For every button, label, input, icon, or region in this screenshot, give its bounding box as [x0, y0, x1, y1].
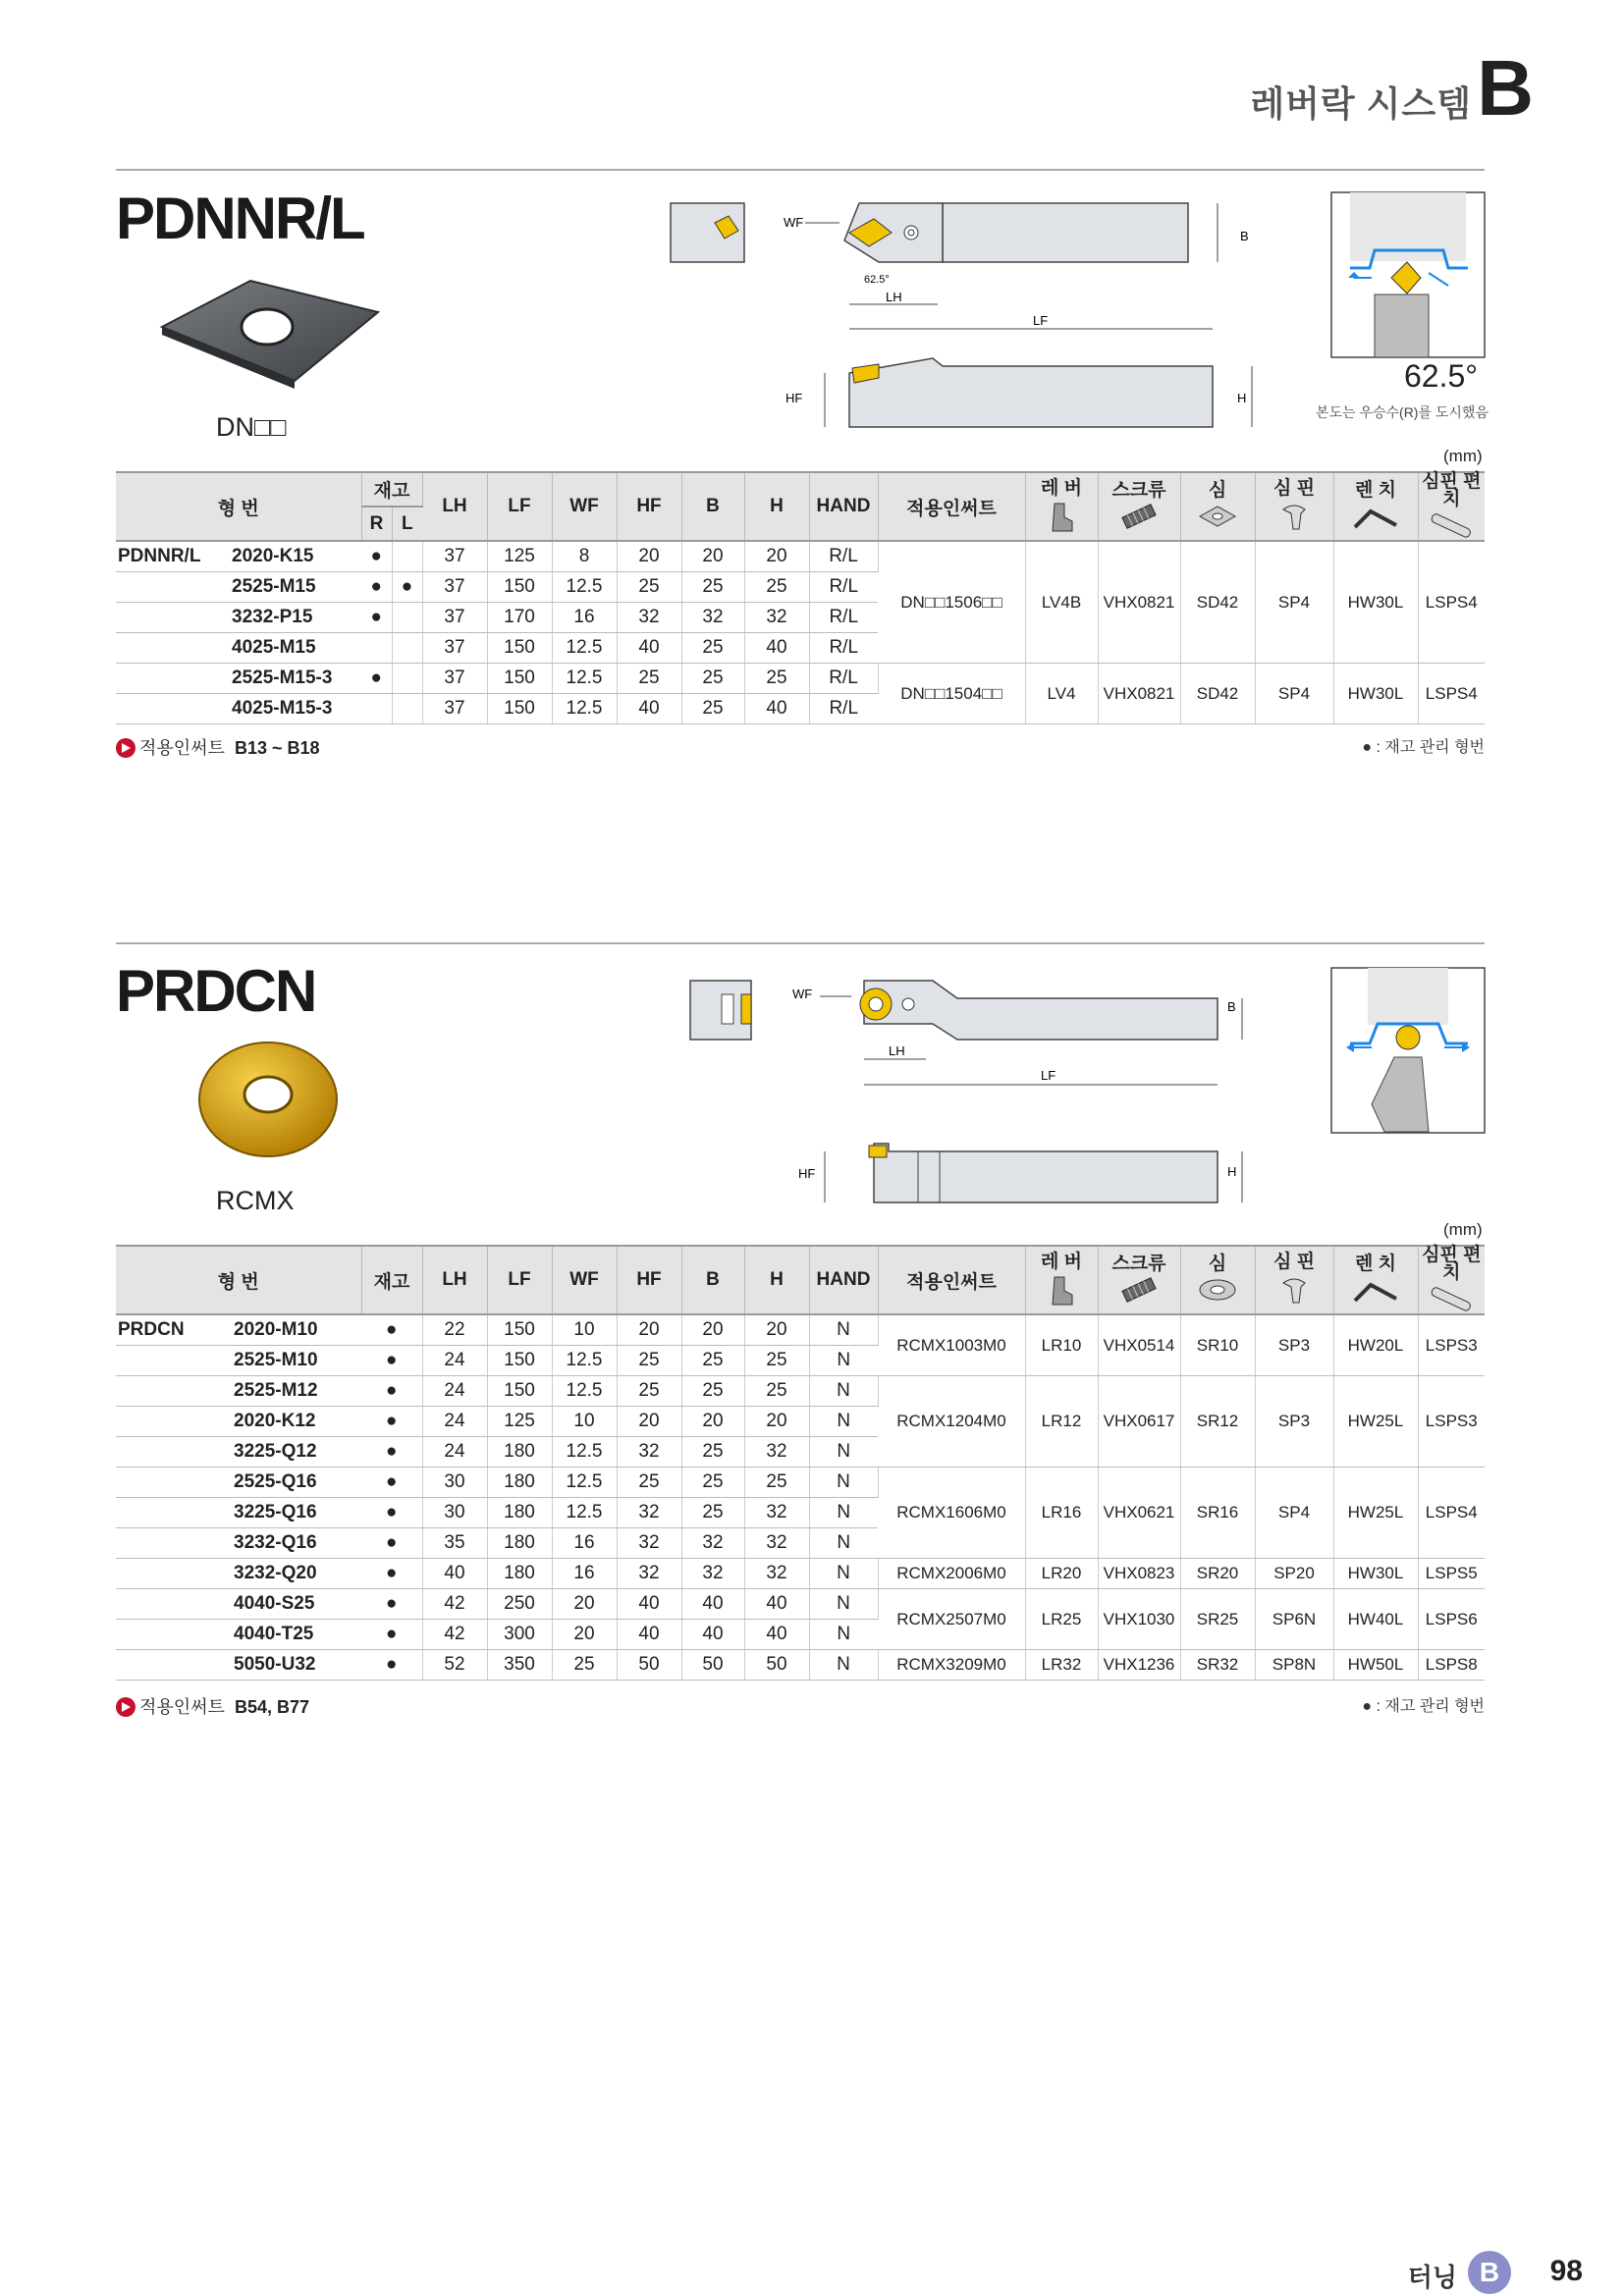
dim-wf: WF: [792, 987, 813, 1001]
insert-reference[interactable]: 적용인써트 B54, B77: [116, 1693, 309, 1719]
arrow-right-icon: [116, 738, 135, 758]
stock-note: ● : 재고 관리 형번: [1362, 1698, 1485, 1715]
col-header-h: H: [744, 1246, 809, 1314]
col-header-hand: HAND: [809, 1246, 878, 1314]
dim-wf: WF: [784, 215, 804, 230]
table-row: 3225-Q12 ● 24 180 12.5 32 25 32 N: [116, 1437, 1485, 1468]
page-number: 98: [1549, 2255, 1583, 2287]
lever-icon: [1047, 500, 1076, 533]
dim-b: B: [1240, 229, 1249, 243]
insert-group-1: RCMX1003M0: [878, 1314, 1025, 1376]
drawing-note: 본도는 우승수(R)를 도시했음: [1316, 404, 1489, 420]
col-header-lever: 레 버: [1025, 1246, 1098, 1314]
col-header-wf: WF: [552, 472, 617, 541]
col-header-wrench: 렌 치: [1333, 472, 1418, 541]
col-header-shimpin: 심 핀: [1255, 1246, 1333, 1314]
lever-icon: [1047, 1273, 1076, 1307]
dim-lh: LH: [886, 290, 902, 304]
unit-label: (mm): [1443, 447, 1483, 465]
table-row: 2525-M15-3 ● 37 150 12.5 25 25 25 R/L DN□□1504□□ LV4 VHX0821 SD42 SP4 HW30L LSPS4: [116, 664, 1485, 694]
col-header-model: 형 번: [116, 1246, 361, 1314]
round-shim-icon: [1196, 1275, 1239, 1305]
dim-lh: LH: [889, 1043, 905, 1058]
cutting-angle-value: 62.5°: [1404, 358, 1479, 394]
col-header-stock: 재고: [361, 472, 422, 507]
dim-angle: 62.5°: [864, 274, 890, 286]
stock-note: ● : 재고 관리 형번: [1362, 739, 1485, 756]
insert-type-label: RCMX: [216, 1186, 295, 1215]
col-header-wrench: 렌 치: [1333, 1246, 1418, 1314]
punch-icon: [1427, 510, 1476, 540]
dim-hf: HF: [798, 1166, 816, 1181]
col-header-b: B: [681, 472, 744, 541]
table-row: 3232-P15 ● 37 170 16 32 32 32 R/L: [116, 603, 1485, 633]
model-title-prdcn: PRDCN: [116, 958, 316, 1024]
dim-lf: LF: [1033, 313, 1049, 328]
col-header-shim: 심: [1180, 1246, 1255, 1314]
shim-pin-icon: [1277, 500, 1311, 533]
table-row: 4025-M15-3 37 150 12.5 40 25 40 R/L: [116, 694, 1485, 724]
dim-lf: LF: [1041, 1068, 1056, 1083]
screw-icon: [1117, 502, 1161, 531]
col-header-hf: HF: [617, 1246, 681, 1314]
table-row: 3225-Q16 ● 30 180 12.5 32 25 32 N: [116, 1498, 1485, 1528]
table-row: PDNNR/L 2020-K15 ● 37 125 8 20 20 20 R/L DN□□1506□□ LV4B VHX0821 SD42 SP4 HW30L LSPS4: [116, 541, 1485, 572]
col-header-h: H: [744, 472, 809, 541]
insert-group-5: RCMX2507M0: [878, 1589, 1025, 1650]
wrench-icon: [1351, 1275, 1400, 1305]
table-row: 2020-K12 ● 24 125 10 20 20 20 N: [116, 1407, 1485, 1437]
shim-pin-icon: [1277, 1273, 1311, 1307]
dim-h: H: [1237, 391, 1247, 405]
dim-b: B: [1227, 999, 1236, 1014]
insert-group-2: DN□□1504□□: [878, 664, 1025, 724]
punch-icon: [1427, 1284, 1476, 1313]
col-header-punch: 심핀 편치: [1418, 1246, 1485, 1314]
col-header-model: 형 번: [116, 472, 361, 541]
col-header-hf: HF: [617, 472, 681, 541]
shim-icon: [1196, 502, 1239, 531]
chapter-footer-label: 터닝: [1407, 2263, 1457, 2292]
cutting-angle-diagram-2: [1330, 967, 1486, 1134]
col-header-screw: 스크류: [1098, 472, 1180, 541]
col-header-stock: 재고: [361, 1246, 422, 1314]
col-header-lf: LF: [487, 472, 552, 541]
table-row: 4040-S25 ● 42 250 20 40 40 40 N RCMX2507M0 LR25 VHX1030 SR25 SP6N HW40L LSPS6: [116, 1589, 1485, 1620]
table-row: 3232-Q16 ● 35 180 16 32 32 32 N: [116, 1528, 1485, 1559]
insert-group-6: RCMX3209M0: [878, 1650, 1025, 1681]
section-divider: [116, 169, 1485, 171]
chapter-letter: B: [1477, 44, 1534, 132]
table-row: 4040-T25 ● 42 300 20 40 40 40 N: [116, 1620, 1485, 1650]
dim-hf: HF: [785, 391, 803, 405]
section-divider: [116, 942, 1485, 944]
col-header-stock-r: R: [361, 507, 392, 541]
col-header-lever: 레 버: [1025, 472, 1098, 541]
insert-group-4: RCMX2006M0: [878, 1559, 1025, 1589]
col-header-wf: WF: [552, 1246, 617, 1314]
col-header-lf: LF: [487, 1246, 552, 1314]
col-header-punch: 심핀 편치: [1418, 472, 1485, 541]
chapter-title: 레버락 시스템: [1250, 83, 1472, 124]
col-header-shimpin: 심 핀: [1255, 472, 1333, 541]
arrow-right-icon: [116, 1697, 135, 1717]
spec-table-pdnnr: [116, 471, 1485, 724]
col-header-b: B: [681, 1246, 744, 1314]
model-title-pdnnr: PDNNR/L: [116, 186, 364, 251]
col-header-screw: 스크류: [1098, 1246, 1180, 1314]
unit-label: (mm): [1443, 1220, 1483, 1239]
insert-photo-dn: [157, 273, 383, 391]
insert-photo-rcmx: [196, 1041, 344, 1163]
table-row: 2525-M15 ● ● 37 150 12.5 25 25 25 R/L: [116, 572, 1485, 603]
table-row: 4025-M15 37 150 12.5 40 25 40 R/L: [116, 633, 1485, 664]
table-row: PRDCN 2020-M10 ● 22 150 10 20 20 20 N RCMX1003M0 LR10 VHX0514 SR10 SP3 HW20L LSPS3: [116, 1314, 1485, 1346]
holder-drawing-prdcn: [682, 977, 1272, 1212]
screw-icon: [1117, 1275, 1161, 1305]
insert-reference[interactable]: 적용인써트 B13 ~ B18: [116, 734, 320, 760]
table-row: 5050-U32 ● 52 350 25 50 50 50 N RCMX3209M0 LR32 VHX1236 SR32 SP8N HW50L LSPS8: [116, 1650, 1485, 1681]
dim-h: H: [1227, 1164, 1237, 1179]
spec-table-prdcn: [116, 1245, 1485, 1681]
insert-type-label: DN□□: [216, 412, 287, 442]
chapter-badge: B: [1468, 2251, 1511, 2294]
col-header-lh: LH: [422, 472, 487, 541]
col-header-lh: LH: [422, 1246, 487, 1314]
col-header-insert: 적용인써트: [878, 1246, 1025, 1314]
table-row: 3232-Q20 ● 40 180 16 32 32 32 N RCMX2006M0 LR20 VHX0823 SR20 SP20 HW30L LSPS5: [116, 1559, 1485, 1589]
col-header-insert: 적용인써트: [878, 472, 1025, 541]
insert-group-3: RCMX1606M0: [878, 1468, 1025, 1559]
table-row: 2525-Q16 ● 30 180 12.5 25 25 25 N RCMX1606M0 LR16 VHX0621 SR16 SP4 HW25L LSPS4: [116, 1468, 1485, 1498]
col-header-hand: HAND: [809, 472, 878, 541]
table-row: 2525-M10 ● 24 150 12.5 25 25 25 N: [116, 1346, 1485, 1376]
wrench-icon: [1351, 502, 1400, 531]
cutting-angle-diagram-1: [1330, 191, 1486, 358]
col-header-stock-l: L: [392, 507, 422, 541]
table-row: 2525-M12 ● 24 150 12.5 25 25 25 N RCMX1204M0 LR12 VHX0617 SR12 SP3 HW25L LSPS3: [116, 1376, 1485, 1407]
col-header-shim: 심: [1180, 472, 1255, 541]
holder-drawing-pdnnr: [668, 191, 1267, 437]
insert-group-2: RCMX1204M0: [878, 1376, 1025, 1468]
insert-group-1: DN□□1506□□: [878, 541, 1025, 664]
